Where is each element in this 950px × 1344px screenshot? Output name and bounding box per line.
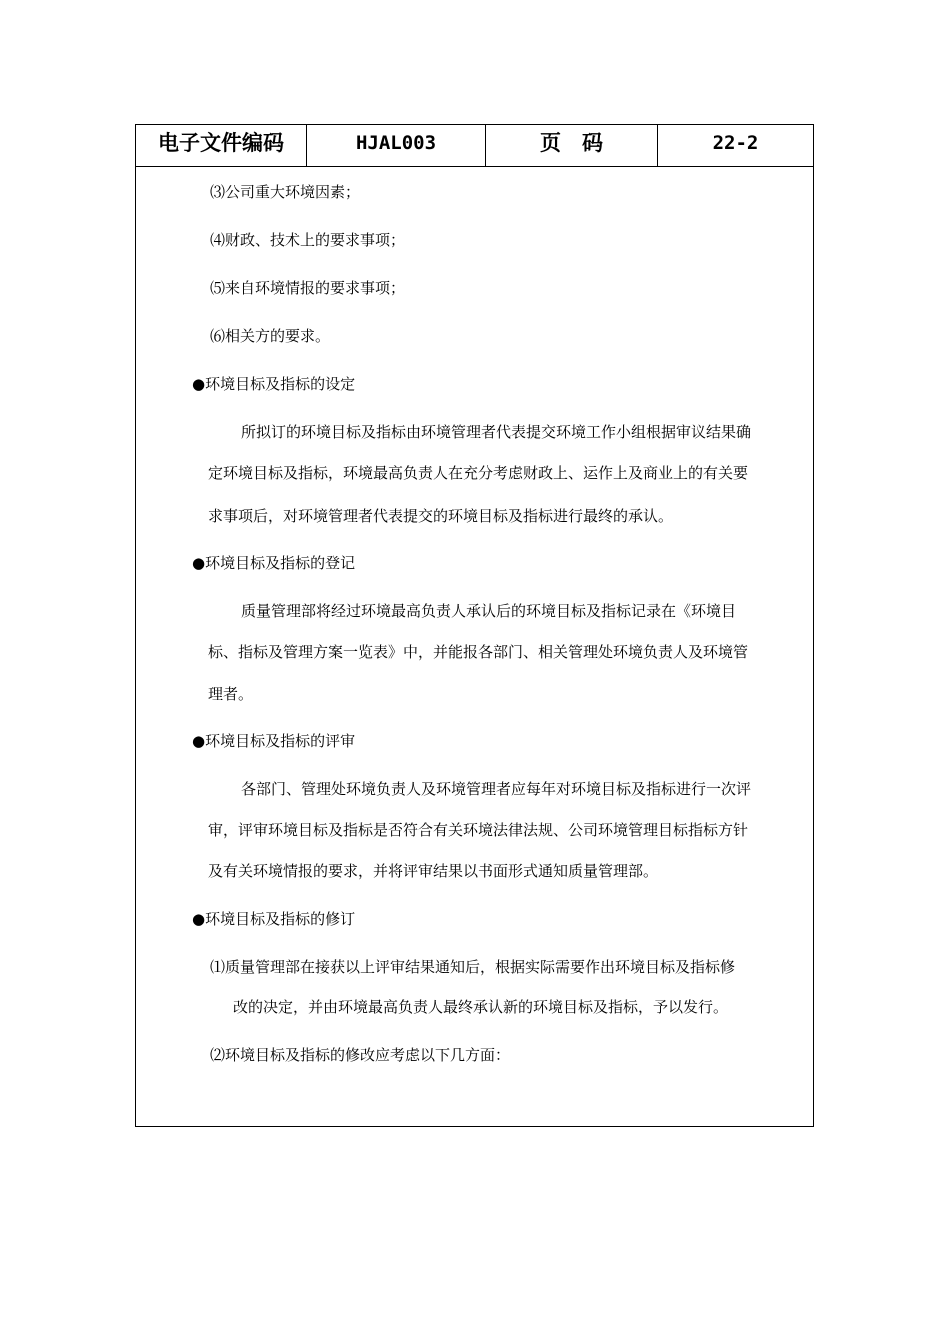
paragraph-line: 标、指标及管理方案一览表》中，并能报各部门、相关管理处环境负责人及环境管 xyxy=(208,643,749,661)
paragraph-line: 各部门、管理处环境负责人及环境管理者应每年对环境目标及指标进行一次评 xyxy=(241,780,752,798)
header-row xyxy=(136,125,813,167)
paragraph-line: 理者。 xyxy=(208,685,254,703)
page-label: 页 码 xyxy=(486,125,658,166)
list-item-continuation: 改的决定，并由环境最高负责人最终承认新的环境目标及指标，予以发行。 xyxy=(233,998,729,1016)
list-item: ⑹相关方的要求。 xyxy=(210,327,331,345)
paragraph-line: 质量管理部将经过环境最高负责人承认后的环境目标及指标记录在《环境目 xyxy=(241,602,737,620)
paragraph-line: 审，评审环境目标及指标是否符合有关环境法律法规、公司环境管理目标指标方针 xyxy=(208,821,749,839)
list-item: ⑴质量管理部在接获以上评审结果通知后，根据实际需要作出环境目标及指标修 xyxy=(210,958,736,976)
section-heading-revision: ●环境目标及指标的修订 xyxy=(192,910,356,928)
list-item: ⑵环境目标及指标的修改应考虑以下几方面： xyxy=(210,1046,511,1064)
paragraph-line: 定环境目标及指标，环境最高负责人在充分考虑财政上、运作上及商业上的有关要 xyxy=(208,464,749,482)
page-value: 22-2 xyxy=(712,132,759,154)
list-item: ⑸来自环境情报的要求事项； xyxy=(210,279,406,297)
file-code-label: 电子文件编码 xyxy=(136,125,307,166)
paragraph-line: 所拟订的环境目标及指标由环境管理者代表提交环境工作小组根据审议结果确 xyxy=(241,423,752,441)
section-heading-setting: ●环境目标及指标的设定 xyxy=(192,375,356,393)
section-heading-registration: ●环境目标及指标的登记 xyxy=(192,554,356,572)
section-heading-review: ●环境目标及指标的评审 xyxy=(192,732,356,750)
list-item: ⑷财政、技术上的要求事项； xyxy=(210,231,406,249)
file-code-value: HJAL003 xyxy=(307,125,486,166)
paragraph-line: 及有关环境情报的要求，并将评审结果以书面形式通知质量管理部。 xyxy=(208,862,659,880)
list-item: ⑶公司重大环境因素； xyxy=(210,183,361,201)
paragraph-line: 求事项后，对环境管理者代表提交的环境目标及指标进行最终的承认。 xyxy=(208,507,674,525)
